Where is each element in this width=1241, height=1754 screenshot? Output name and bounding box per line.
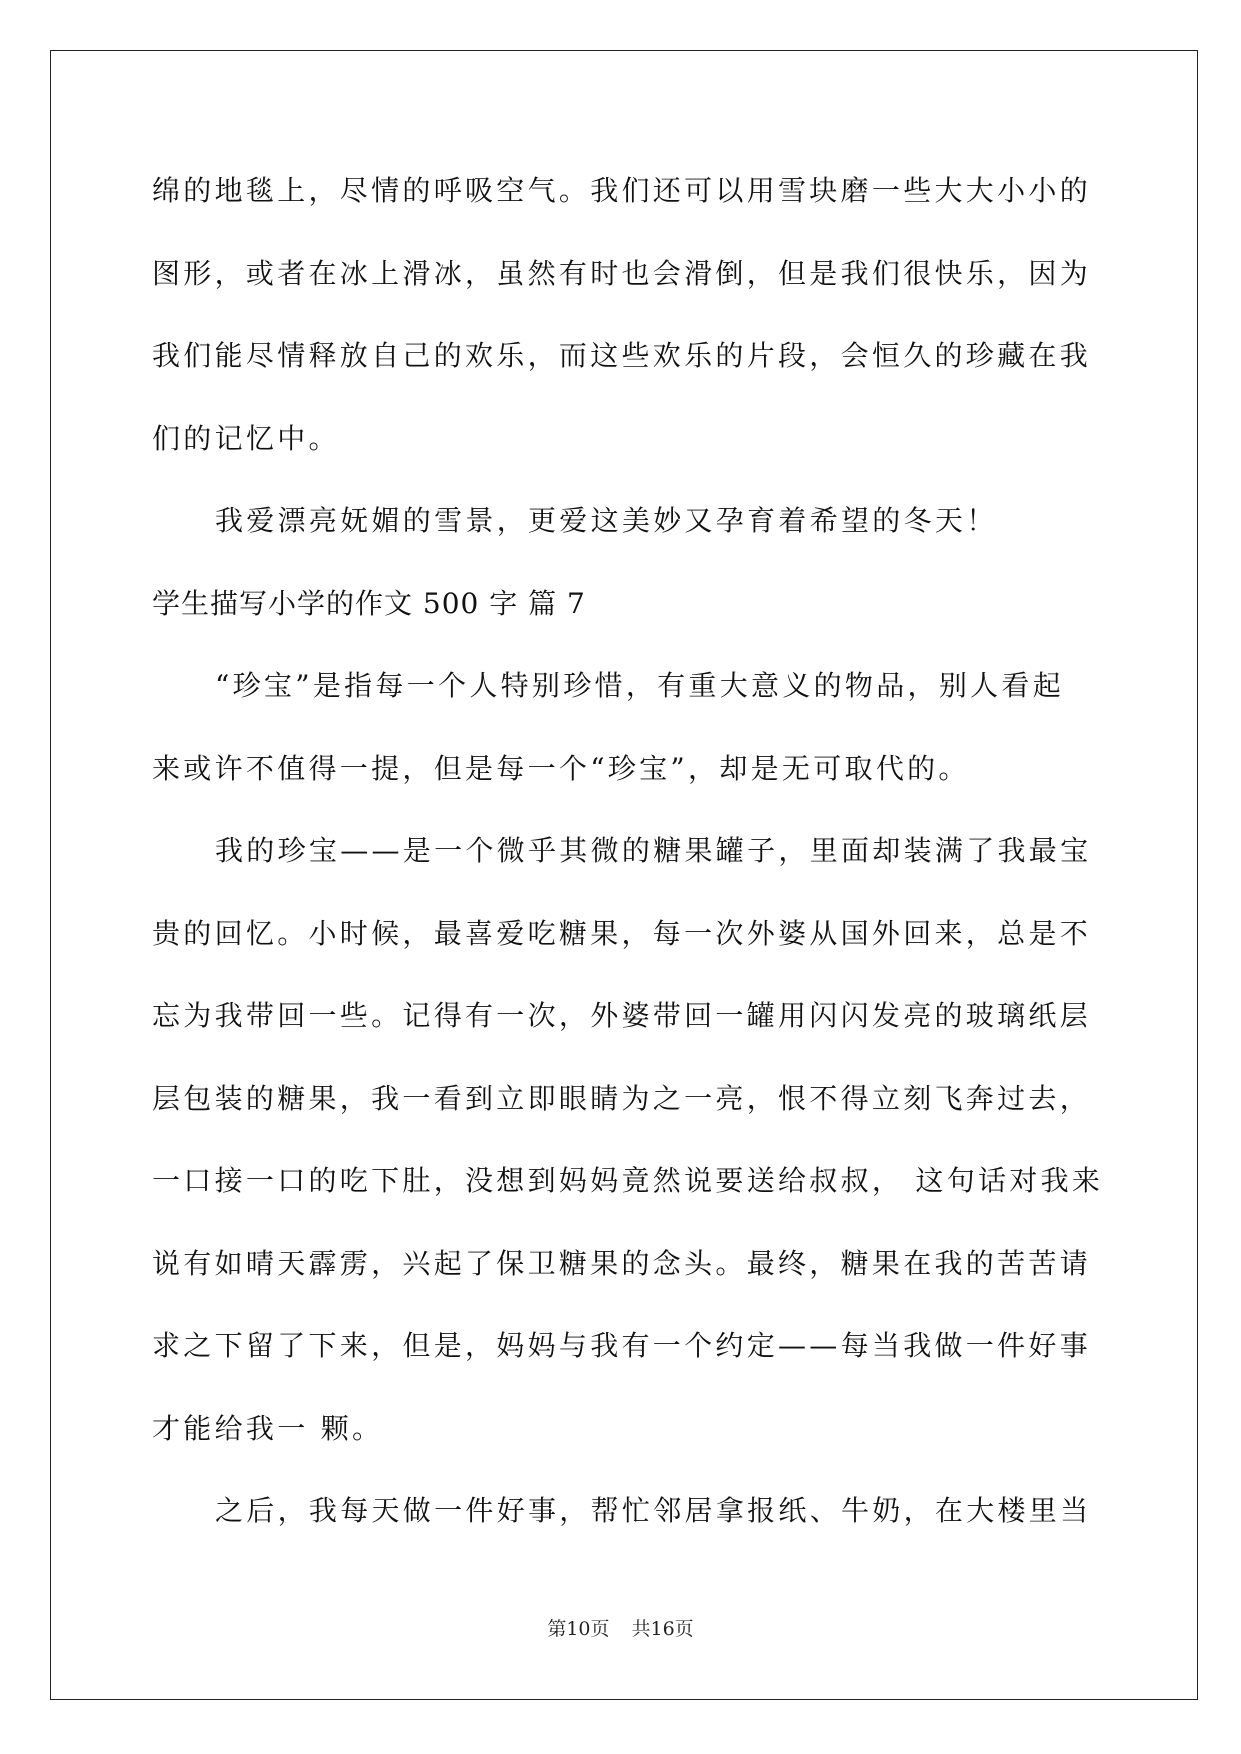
text-line: 贵的回忆。小时候，最喜爱吃糖果，每一次外婆从国外回来，总是不 xyxy=(152,916,1092,950)
text-line: 说有如晴天霹雳，兴起了保卫糖果的念头。最终，糖果在我的苦苦请 xyxy=(152,1246,1092,1280)
section-heading: 学生描写小学的作文 500 字 篇 7 xyxy=(152,586,586,620)
document-body xyxy=(152,150,1104,1553)
text-line: 我的珍宝——是一个微乎其微的糖果罐子，里面却装满了我最宝 xyxy=(215,834,1092,867)
text-line: 图形，或者在冰上滑冰，虽然有时也会滑倒，但是我们很快乐，因为 xyxy=(152,256,1092,290)
text-line: 求之下留了下来，但是，妈妈与我有一个约定——每当我做一件好事 xyxy=(152,1329,1092,1362)
text-line: 我爱漂亮妩媚的雪景，更爱这美妙又孕育着希望的冬天！ xyxy=(215,504,998,537)
text-line: 之后，我每天做一件好事，帮忙邻居拿报纸、牛奶，在大楼里当 xyxy=(215,1494,1092,1527)
text-line: 们的记忆中。 xyxy=(152,421,340,455)
page-total: 共16页 xyxy=(631,1618,694,1640)
text-line: 忘为我带回一些。记得有一次，外婆带回一罐用闪闪发亮的玻璃纸层 xyxy=(152,999,1092,1032)
text-line: 来或许不值得一提，但是每一个“珍宝”，却是无可取代的。 xyxy=(152,751,970,785)
text-line: 层包装的糖果，我一看到立即眼睛为之一亮，恨不得立刻飞奔过去， xyxy=(152,1081,1092,1115)
text-line: 我们能尽情释放自己的欢乐，而这些欢乐的片段，会恒久的珍藏在我 xyxy=(152,339,1092,372)
text-line: 才能给我一 颗。 xyxy=(152,1411,384,1445)
page-number: 第10页 xyxy=(547,1618,610,1640)
text-line: 绵的地毯上，尽情的呼吸空气。我们还可以用雪块磨一些大大小小的 xyxy=(152,174,1092,207)
text-line: “珍宝”是指每一个人特别珍惜，有重大意义的物品，别人看起 xyxy=(215,669,1065,702)
text-line: 一口接一口的吃下肚，没想到妈妈竟然说要送给叔叔， 这句话对我来 xyxy=(152,1164,1104,1197)
page-footer xyxy=(0,1617,1241,1641)
